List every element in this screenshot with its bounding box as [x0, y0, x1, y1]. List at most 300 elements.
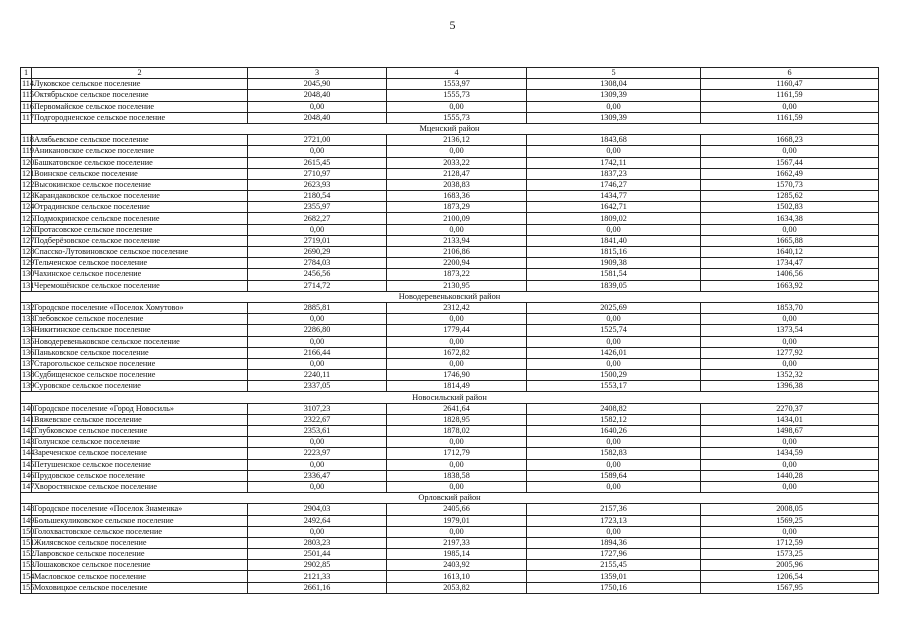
- value-cell: 1570,73: [701, 179, 879, 190]
- table-row: [21, 358, 879, 369]
- value-cell: 1640,26: [527, 426, 701, 437]
- value-cell: 2322,67: [248, 414, 387, 425]
- settlement-name: Судбищенское сельское поселение: [32, 370, 248, 381]
- table-row: [21, 314, 879, 325]
- row-number: 125: [22, 213, 35, 223]
- value-cell: 0,00: [248, 336, 387, 347]
- row-number: 136: [22, 347, 35, 357]
- settlement-name: Отрадинское сельское поселение: [32, 202, 248, 213]
- region-heading-row: [21, 291, 879, 302]
- settlement-name: Зареченское сельское поселение: [32, 448, 248, 459]
- value-cell: 2038,83: [387, 179, 527, 190]
- value-cell: 2106,86: [387, 247, 527, 258]
- value-cell: 2008,05: [701, 504, 879, 515]
- value-cell: 0,00: [387, 336, 527, 347]
- value-cell: 1683,36: [387, 191, 527, 202]
- row-number: 122: [22, 179, 35, 189]
- value-cell: 1979,01: [387, 515, 527, 526]
- row-number: 126: [22, 224, 35, 234]
- row-number: 120: [22, 157, 35, 167]
- table-row: [21, 213, 879, 224]
- table-row: [21, 135, 879, 146]
- table-row: [21, 437, 879, 448]
- table-row: [21, 325, 879, 336]
- row-number: 119: [22, 146, 34, 156]
- value-cell: 2053,82: [387, 582, 527, 593]
- value-cell: 0,00: [248, 459, 387, 470]
- value-cell: 0,00: [527, 224, 701, 235]
- row-number: 143: [22, 437, 35, 447]
- table-row: [21, 470, 879, 481]
- value-cell: 1553,97: [387, 79, 527, 90]
- value-cell: 1894,36: [527, 537, 701, 548]
- row-number: 147: [22, 482, 35, 492]
- value-cell: 0,00: [701, 314, 879, 325]
- value-cell: 2641,64: [387, 403, 527, 414]
- row-number: 114: [22, 79, 34, 89]
- row-number: 123: [22, 191, 35, 201]
- value-cell: 0,00: [701, 459, 879, 470]
- value-cell: 2710,97: [248, 168, 387, 179]
- value-cell: 1525,74: [527, 325, 701, 336]
- value-cell: 0,00: [527, 526, 701, 537]
- value-cell: 2353,61: [248, 426, 387, 437]
- value-cell: 1779,44: [387, 325, 527, 336]
- value-cell: 0,00: [387, 358, 527, 369]
- value-cell: 1909,38: [527, 258, 701, 269]
- region-heading-row: [21, 123, 879, 134]
- settlement-name: Лавровское сельское поселение: [32, 549, 248, 560]
- value-cell: 2166,44: [248, 347, 387, 358]
- row-number: 129: [22, 258, 35, 268]
- value-cell: 1352,32: [701, 370, 879, 381]
- row-number: 144: [22, 448, 35, 458]
- settlement-name: Моховицкое сельское поселение: [32, 582, 248, 593]
- value-cell: 0,00: [527, 146, 701, 157]
- value-cell: 1828,95: [387, 414, 527, 425]
- value-cell: 0,00: [248, 358, 387, 369]
- region-heading: Новодеревеньковский район: [21, 291, 879, 302]
- row-number: 117: [22, 112, 34, 122]
- value-cell: 1161,59: [701, 112, 879, 123]
- value-cell: 1839,05: [527, 280, 701, 291]
- value-cell: 1582,83: [527, 448, 701, 459]
- value-cell: 0,00: [387, 526, 527, 537]
- value-cell: 2492,64: [248, 515, 387, 526]
- value-cell: 2100,09: [387, 213, 527, 224]
- row-number: 145: [22, 459, 35, 469]
- value-cell: 2025,69: [527, 302, 701, 313]
- table-row: [21, 79, 879, 90]
- settlement-name: Суровское сельское поселение: [32, 381, 248, 392]
- value-cell: 2045,90: [248, 79, 387, 90]
- table-row: [21, 560, 879, 571]
- value-cell: 1573,25: [701, 549, 879, 560]
- value-cell: 1567,95: [701, 582, 879, 593]
- table-row: [21, 448, 879, 459]
- value-cell: 2803,23: [248, 537, 387, 548]
- value-cell: 2312,42: [387, 302, 527, 313]
- table-row: [21, 179, 879, 190]
- value-cell: 2501,44: [248, 549, 387, 560]
- settlement-name: Большекуликовское сельское поселение: [32, 515, 248, 526]
- table-row: [21, 370, 879, 381]
- settlement-name: Аникановское сельское поселение: [32, 146, 248, 157]
- value-cell: 1396,38: [701, 381, 879, 392]
- settlement-name: Прудовское сельское поселение: [32, 470, 248, 481]
- value-cell: 1553,17: [527, 381, 701, 392]
- value-cell: 1161,59: [701, 90, 879, 101]
- data-table: [20, 67, 879, 594]
- settlement-name: Подберёзовское сельское поселение: [32, 235, 248, 246]
- value-cell: 1734,47: [701, 258, 879, 269]
- value-cell: 1373,54: [701, 325, 879, 336]
- value-cell: 2197,33: [387, 537, 527, 548]
- table-row: [21, 414, 879, 425]
- value-cell: 2337,05: [248, 381, 387, 392]
- table-row: [21, 247, 879, 258]
- value-cell: 2157,36: [527, 504, 701, 515]
- value-cell: 1663,92: [701, 280, 879, 291]
- value-cell: 1440,28: [701, 470, 879, 481]
- value-cell: 0,00: [701, 224, 879, 235]
- value-cell: 0,00: [387, 481, 527, 492]
- settlement-name: Тельченское сельское поселение: [32, 258, 248, 269]
- row-number: 116: [22, 101, 34, 111]
- value-cell: 1567,44: [701, 157, 879, 168]
- value-cell: 1309,39: [527, 90, 701, 101]
- table-body: [21, 68, 879, 594]
- value-cell: 0,00: [527, 336, 701, 347]
- value-cell: 0,00: [701, 101, 879, 112]
- table-row: [21, 403, 879, 414]
- value-cell: 1873,22: [387, 269, 527, 280]
- value-cell: 1712,79: [387, 448, 527, 459]
- value-cell: 1359,01: [527, 571, 701, 582]
- value-cell: 1555,73: [387, 90, 527, 101]
- value-cell: 2714,72: [248, 280, 387, 291]
- settlement-name: Жилясвское сельское поселение: [32, 537, 248, 548]
- settlement-name: Протасовское сельское поселение: [32, 224, 248, 235]
- value-cell: 1815,16: [527, 247, 701, 258]
- value-cell: 0,00: [248, 437, 387, 448]
- value-cell: 1160,47: [701, 79, 879, 90]
- value-cell: 2902,85: [248, 560, 387, 571]
- value-cell: 2130,95: [387, 280, 527, 291]
- value-cell: 0,00: [527, 437, 701, 448]
- value-cell: 2719,01: [248, 235, 387, 246]
- row-number: 134: [22, 325, 35, 335]
- column-header: 3: [248, 68, 387, 79]
- value-cell: 2048,40: [248, 90, 387, 101]
- value-cell: 1642,71: [527, 202, 701, 213]
- value-cell: 2721,00: [248, 135, 387, 146]
- table-row: [21, 381, 879, 392]
- settlement-name: Высокинское сельское поселение: [32, 179, 248, 190]
- row-number: 148: [22, 504, 35, 514]
- row-number: 152: [22, 549, 35, 559]
- value-cell: 0,00: [527, 481, 701, 492]
- settlement-name: Городское поселение «Город Новосиль»: [32, 403, 248, 414]
- settlement-name: Новодеревеньковское сельское поселение: [32, 336, 248, 347]
- row-number: 131: [22, 280, 35, 290]
- row-number: 124: [22, 202, 35, 212]
- row-number: 140: [22, 403, 35, 413]
- value-cell: 1746,27: [527, 179, 701, 190]
- value-cell: 1640,12: [701, 247, 879, 258]
- row-number: 154: [22, 571, 35, 581]
- value-cell: 0,00: [701, 358, 879, 369]
- table-row: [21, 90, 879, 101]
- value-cell: 1285,62: [701, 191, 879, 202]
- value-cell: 1555,73: [387, 112, 527, 123]
- row-number: 155: [22, 582, 35, 592]
- settlement-name: Подгородненское сельское поселение: [32, 112, 248, 123]
- value-cell: 0,00: [248, 224, 387, 235]
- row-number: 141: [22, 414, 35, 424]
- column-header: 1: [21, 68, 32, 79]
- settlement-name: Городское поселение «Поселок Знаменка»: [32, 504, 248, 515]
- table-row: [21, 101, 879, 112]
- table-row: [21, 258, 879, 269]
- settlement-name: Вяжевское сельское поселение: [32, 414, 248, 425]
- settlement-name: Алябьевское сельское поселение: [32, 135, 248, 146]
- value-cell: 0,00: [248, 146, 387, 157]
- value-cell: 0,00: [387, 224, 527, 235]
- settlement-name: Глубковское сельское поселение: [32, 426, 248, 437]
- table-row: [21, 515, 879, 526]
- value-cell: 1569,25: [701, 515, 879, 526]
- table-row: [21, 537, 879, 548]
- table-row: [21, 504, 879, 515]
- settlement-name: Паньковское сельское поселение: [32, 347, 248, 358]
- value-cell: 1672,82: [387, 347, 527, 358]
- row-number: 133: [22, 314, 35, 324]
- value-cell: 1873,29: [387, 202, 527, 213]
- value-cell: 1502,83: [701, 202, 879, 213]
- settlement-name: Октябрьское сельское поселение: [32, 90, 248, 101]
- value-cell: 0,00: [527, 101, 701, 112]
- row-number: 128: [22, 247, 35, 257]
- value-cell: 2355,97: [248, 202, 387, 213]
- value-cell: 2661,16: [248, 582, 387, 593]
- settlement-name: Голохвастовское сельское поселение: [32, 526, 248, 537]
- settlement-name: Карандаковское сельское поселение: [32, 191, 248, 202]
- value-cell: 2904,03: [248, 504, 387, 515]
- value-cell: 2286,80: [248, 325, 387, 336]
- table-row: [21, 235, 879, 246]
- row-number: 137: [22, 358, 35, 368]
- value-cell: 1277,92: [701, 347, 879, 358]
- value-cell: 2784,03: [248, 258, 387, 269]
- row-number: 135: [22, 336, 35, 346]
- table-row: [21, 157, 879, 168]
- region-heading: Мценский район: [21, 123, 879, 134]
- value-cell: 1712,59: [701, 537, 879, 548]
- value-cell: 1668,23: [701, 135, 879, 146]
- value-cell: 0,00: [248, 101, 387, 112]
- row-number: 115: [22, 90, 34, 100]
- value-cell: 2200,94: [387, 258, 527, 269]
- value-cell: 1878,02: [387, 426, 527, 437]
- value-cell: 0,00: [701, 437, 879, 448]
- value-cell: 0,00: [527, 459, 701, 470]
- value-cell: 1613,10: [387, 571, 527, 582]
- value-cell: 1498,67: [701, 426, 879, 437]
- value-cell: 2405,66: [387, 504, 527, 515]
- settlement-name: Луковское сельское поселение: [32, 79, 248, 90]
- settlement-name: Воинское сельское поселение: [32, 168, 248, 179]
- value-cell: 2155,45: [527, 560, 701, 571]
- value-cell: 0,00: [248, 526, 387, 537]
- settlement-name: Башкатовское сельское поселение: [32, 157, 248, 168]
- value-cell: 1434,59: [701, 448, 879, 459]
- value-cell: 2682,27: [248, 213, 387, 224]
- value-cell: 1206,54: [701, 571, 879, 582]
- table-row: [21, 146, 879, 157]
- row-number: 146: [22, 470, 35, 480]
- settlement-name: Первомайское сельское поселение: [32, 101, 248, 112]
- value-cell: 1837,23: [527, 168, 701, 179]
- value-cell: 2336,47: [248, 470, 387, 481]
- row-number: 127: [22, 235, 35, 245]
- value-cell: 1582,12: [527, 414, 701, 425]
- value-cell: 2180,54: [248, 191, 387, 202]
- budget-table-sheet: [20, 67, 878, 594]
- table-row: [21, 191, 879, 202]
- settlement-name: Городское поселение «Поселок Хомутово»: [32, 302, 248, 313]
- value-cell: 1809,02: [527, 213, 701, 224]
- value-cell: 2005,96: [701, 560, 879, 571]
- value-cell: 1814,49: [387, 381, 527, 392]
- table-row: [21, 347, 879, 358]
- region-heading-row: [21, 392, 879, 403]
- settlement-name: Чахинское сельское поселение: [32, 269, 248, 280]
- value-cell: 1309,39: [527, 112, 701, 123]
- table-row: [21, 302, 879, 313]
- table-row: [21, 280, 879, 291]
- value-cell: 1665,88: [701, 235, 879, 246]
- value-cell: 0,00: [701, 526, 879, 537]
- table-row: [21, 526, 879, 537]
- value-cell: 1985,14: [387, 549, 527, 560]
- value-cell: 0,00: [387, 314, 527, 325]
- row-number: 118: [22, 135, 34, 145]
- value-cell: 1581,54: [527, 269, 701, 280]
- value-cell: 1742,11: [527, 157, 701, 168]
- settlement-name: Старогольское сельское поселение: [32, 358, 248, 369]
- row-number: 149: [22, 515, 35, 525]
- value-cell: 0,00: [387, 146, 527, 157]
- column-header-row: [21, 68, 879, 79]
- value-cell: 2240,11: [248, 370, 387, 381]
- value-cell: 1723,13: [527, 515, 701, 526]
- value-cell: 2270,37: [701, 403, 879, 414]
- value-cell: 0,00: [248, 314, 387, 325]
- value-cell: 0,00: [387, 459, 527, 470]
- value-cell: 1589,64: [527, 470, 701, 481]
- value-cell: 2121,33: [248, 571, 387, 582]
- row-number: 142: [22, 426, 35, 436]
- value-cell: 2136,12: [387, 135, 527, 146]
- table-row: [21, 112, 879, 123]
- value-cell: 2223,97: [248, 448, 387, 459]
- value-cell: 1500,29: [527, 370, 701, 381]
- value-cell: 1746,90: [387, 370, 527, 381]
- value-cell: 2048,40: [248, 112, 387, 123]
- row-number: 150: [22, 526, 35, 536]
- settlement-name: Черемошёнское сельское поселение: [32, 280, 248, 291]
- value-cell: 2690,29: [248, 247, 387, 258]
- value-cell: 1406,56: [701, 269, 879, 280]
- value-cell: 0,00: [387, 101, 527, 112]
- value-cell: 2623,93: [248, 179, 387, 190]
- value-cell: 0,00: [387, 437, 527, 448]
- table-row: [21, 571, 879, 582]
- table-row: [21, 459, 879, 470]
- value-cell: 2133,94: [387, 235, 527, 246]
- settlement-name: Масловское сельское поселение: [32, 571, 248, 582]
- settlement-name: Лошаковское сельское поселение: [32, 560, 248, 571]
- table-row: [21, 269, 879, 280]
- value-cell: 2456,56: [248, 269, 387, 280]
- settlement-name: Подмокринское сельское поселение: [32, 213, 248, 224]
- value-cell: 2128,47: [387, 168, 527, 179]
- value-cell: 0,00: [701, 336, 879, 347]
- value-cell: 1308,04: [527, 79, 701, 90]
- value-cell: 0,00: [527, 358, 701, 369]
- settlement-name: Спасско-Лутовиновское сельское поселение: [32, 247, 248, 258]
- row-number: 130: [22, 269, 35, 279]
- value-cell: 1662,49: [701, 168, 879, 179]
- value-cell: 1434,77: [527, 191, 701, 202]
- value-cell: 0,00: [248, 481, 387, 492]
- value-cell: 2885,81: [248, 302, 387, 313]
- value-cell: 3107,23: [248, 403, 387, 414]
- row-number: 139: [22, 381, 35, 391]
- settlement-name: Никитинское сельское поселение: [32, 325, 248, 336]
- region-heading-row: [21, 493, 879, 504]
- value-cell: 1634,38: [701, 213, 879, 224]
- column-header: 5: [527, 68, 701, 79]
- value-cell: 2403,92: [387, 560, 527, 571]
- row-number: 151: [22, 537, 35, 547]
- row-number: 132: [22, 303, 35, 313]
- table-row: [21, 582, 879, 593]
- table-row: [21, 202, 879, 213]
- table-row: [21, 336, 879, 347]
- value-cell: 2408,82: [527, 403, 701, 414]
- column-header: 2: [32, 68, 248, 79]
- value-cell: 1434,01: [701, 414, 879, 425]
- column-header: 4: [387, 68, 527, 79]
- table-row: [21, 168, 879, 179]
- table-row: [21, 549, 879, 560]
- table-row: [21, 481, 879, 492]
- settlement-name: Хворостянское сельское поселение: [32, 481, 248, 492]
- value-cell: 0,00: [527, 314, 701, 325]
- page-number: 5: [449, 18, 456, 32]
- value-cell: 2033,22: [387, 157, 527, 168]
- table-row: [21, 426, 879, 437]
- value-cell: 1843,68: [527, 135, 701, 146]
- value-cell: 1750,16: [527, 582, 701, 593]
- settlement-name: Петушенское сельское поселение: [32, 459, 248, 470]
- region-heading: Новосильский район: [21, 392, 879, 403]
- settlement-name: Голунское сельское поселение: [32, 437, 248, 448]
- value-cell: 1838,58: [387, 470, 527, 481]
- value-cell: 1426,01: [527, 347, 701, 358]
